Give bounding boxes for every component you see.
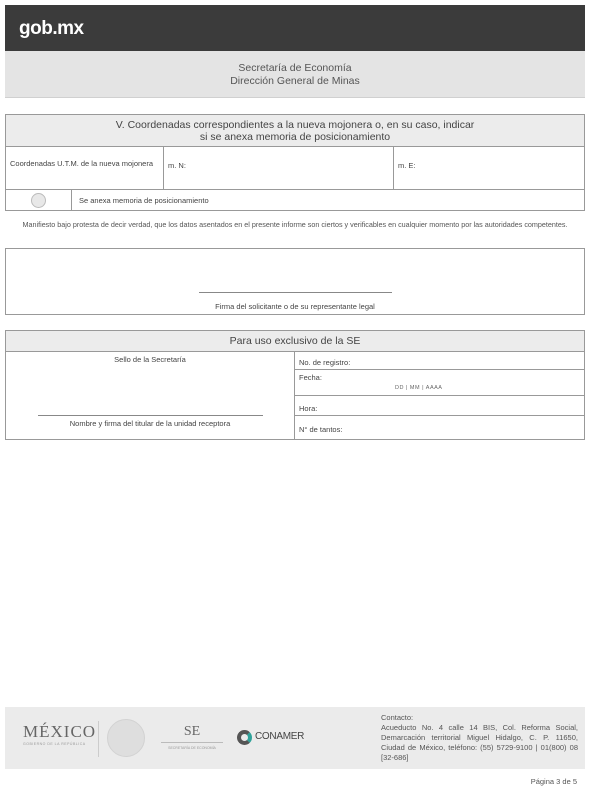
department-name: Dirección General de Minas [230, 75, 360, 87]
section-title [6, 115, 584, 147]
se-registry-fields [295, 352, 584, 439]
agency-header [5, 51, 585, 98]
hora-field[interactable] [295, 396, 584, 416]
stamp-label: Sello de la Secretaría [114, 355, 186, 364]
signature-line [199, 292, 392, 293]
fecha-label: Fecha: [299, 373, 322, 382]
declaration-text: Manifiesto bajo protesta de decir verdad, que los datos asentados en el presente informe son ciertos y verificables en cualquier momento por las autoridades competentes. [22, 220, 568, 229]
fecha-field[interactable] [295, 370, 584, 396]
footer-divider [98, 721, 99, 757]
registro-field[interactable] [295, 352, 584, 370]
memoria-divider [71, 190, 72, 210]
north-label: m. N: [168, 161, 186, 170]
section-title-line1: V. Coordenadas correspondientes a la nueva mojonera o, en su caso, indicar [115, 119, 475, 131]
se-stamp-area [6, 352, 295, 439]
section-coordinates [5, 114, 585, 211]
memoria-label: Se anexa memoria de posicionamiento [79, 196, 209, 205]
gobmx-logo [19, 18, 84, 40]
coord-label: Coordenadas U.T.M. de la nueva mojonera [10, 159, 153, 168]
header-divider [5, 97, 585, 98]
logo-ext: mx [57, 18, 84, 39]
hora-label: Hora: [299, 404, 318, 413]
receiver-signature-line [38, 415, 263, 416]
registro-label: No. de registro: [299, 358, 351, 367]
section-title-line2: si se anexa memoria de posicionamiento [199, 131, 391, 143]
memoria-radio[interactable] [31, 193, 46, 208]
se-logo [157, 724, 227, 750]
contact-title: Contacto: [381, 713, 414, 722]
memoria-row [6, 190, 584, 210]
se-box-title: Para uso exclusivo de la SE [6, 331, 584, 352]
logo-dot: . [52, 18, 58, 39]
page-number: Página 3 de 5 [530, 777, 577, 786]
se-logo-subtitle: SECRETARÍA DE ECONOMÍA [168, 746, 216, 750]
contact-info [381, 713, 578, 763]
conamer-icon [237, 730, 252, 745]
page-footer [5, 707, 585, 769]
conamer-logo [237, 728, 317, 748]
east-coordinate-field[interactable] [393, 147, 584, 189]
tantos-field[interactable] [295, 416, 584, 439]
logo-main: gob [19, 18, 53, 39]
coordinates-row [6, 147, 584, 190]
date-format-hint: DD | MM | AAAA [395, 385, 443, 391]
se-logo-text: SE [183, 724, 201, 739]
signature-label: Firma del solicitante o de su representante legal [215, 302, 375, 311]
agency-name: Secretaría de Economía [238, 62, 352, 74]
contact-text: Acueducto No. 4 calle 14 BIS, Col. Reforma Social, Demarcación territorial Miguel Hidalgo, C. P. 11650, Ciudad de México, teléfono: (55) 5729-9100 | 01(800) 08 [32-686] [381, 723, 578, 762]
conamer-logo-text: CONAMER [255, 731, 305, 742]
mexico-logo: MÉXICO [23, 722, 97, 741]
east-label: m. E: [398, 161, 416, 170]
se-use-box [5, 330, 585, 440]
tantos-label: N° de tantos: [299, 425, 343, 434]
signature-box[interactable] [5, 248, 585, 315]
receiver-signature-label: Nombre y firma del titular de la unidad receptora [69, 419, 231, 428]
national-seal-icon [107, 719, 145, 757]
mexico-logo-subtitle: GOBIERNO DE LA REPÚBLICA [23, 742, 86, 746]
top-banner [5, 5, 585, 51]
north-coordinate-field[interactable] [163, 147, 393, 189]
se-logo-bar [161, 742, 223, 743]
